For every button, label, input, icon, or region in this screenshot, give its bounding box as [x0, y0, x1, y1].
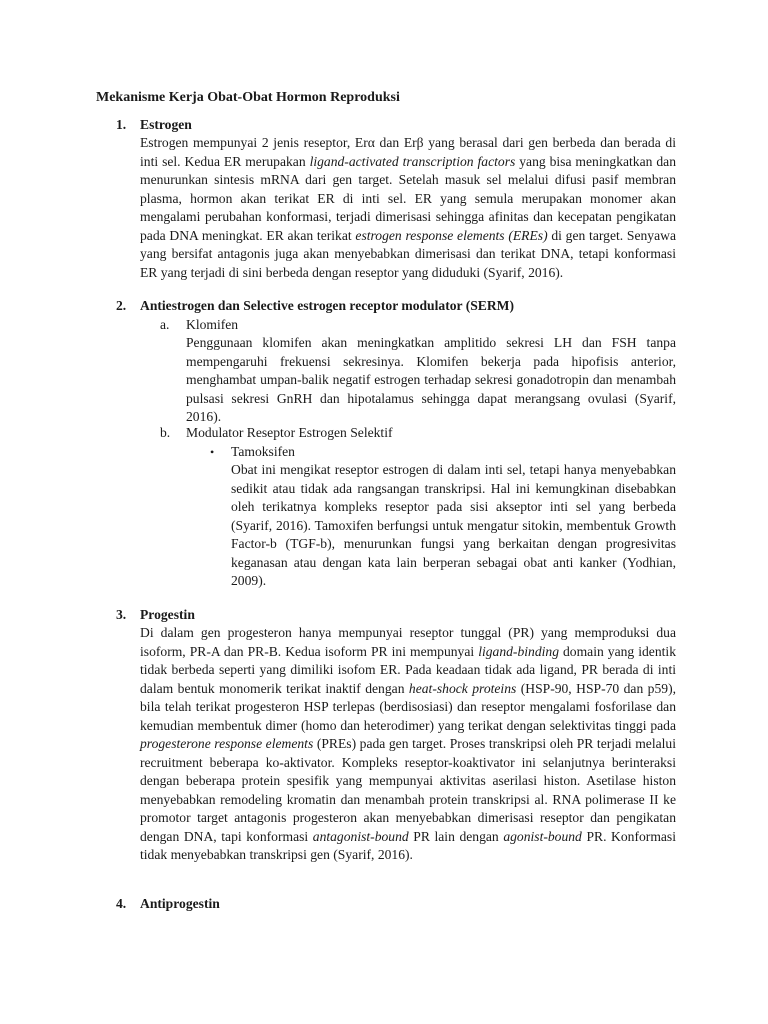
section-3-heading: Progestin — [140, 607, 195, 622]
section-2-number: 2. — [116, 298, 127, 313]
text-run: di gen target. Senyawa yang bersifat antagonis juga akan menyebabkan dimerisasi dan terikat DNA, tetapi konformasi ER yang terjadi di sini berbeda dengan reseptor yang diduduki (Syarif, 2016). — [140, 227, 676, 280]
subsection-b-heading: Modulator Reseptor Estrogen Selektif — [186, 425, 393, 440]
text-run: (HSP-90, HSP-70 dan p59), bila telah terikat progesteron HSP terlepas (berdisosiasi) dan reseptor mengalami fosforilase dan kemudian membentuk dimer (homo dan heterodimer) yang terikat dengan selektivitas tinggi pada — [140, 680, 676, 733]
section-4-number: 4. — [116, 896, 127, 911]
italic-term: estrogen response elements (EREs) — [355, 227, 548, 243]
text-run: yang bisa meningkatkan dan menurunkan sintesis mRNA dari gen target. Setelah masuk sel melalui difusi pasif membran plasma, hormon akan terikat ER di inti sel. ER yang semula merupakan monomer akan mengalami perubahan konformasi, terjadi dimerisasi sehingga afinitas dan kecepatan pengikatan pada DNA meningkat. ER akan terikat — [140, 153, 677, 243]
section-3-number: 3. — [116, 607, 127, 622]
bullet-icon: • — [210, 445, 215, 459]
italic-term: heat-shock proteins — [408, 680, 517, 696]
italic-term: ligand-binding — [478, 643, 559, 659]
bullet-heading: Tamoksifen — [231, 444, 295, 459]
section-1-number: 1. — [116, 117, 127, 132]
text-run: PR lain dengan — [408, 828, 504, 844]
subsection-a-heading: Klomifen — [186, 317, 239, 332]
text-run: (PREs) pada gen target. Proses transkripsi oleh PR terjadi melalui recruitment beberapa ko-aktivator. Kompleks reseptor-koaktivator ini selanjutnya berinteraksi dengan beberapa protein spesifik yang mempunyai aktivitas aserilasi histon. Asetilase histon menyebabkan remodeling kromatin dan menambah protein transkripsi al. RNA polimerase II ke promotor target antagonis progesteron akan menyebabkan dimerisasi reseptor dan pengikatan dengan DNA, tapi konformasi — [140, 736, 676, 844]
section-1-heading: Estrogen — [140, 117, 192, 132]
italic-term: ligand-activated transcription factors — [309, 153, 516, 169]
section-3-paragraph — [140, 624, 676, 865]
text-run: PR. Konformasi tidak menyebabkan transkripsi gen (Syarif, 2016). — [140, 828, 676, 862]
text-run: Estrogen mempunyai 2 jenis reseptor, Erα dan Erβ yang berasal dari gen berbeda dan berada di inti sel. Kedua ER merupakan — [140, 135, 676, 169]
subsection-b-letter: b. — [160, 425, 171, 440]
text-run: Di dalam gen progesteron hanya mempunyai reseptor tunggal (PR) yang memproduksi dua isoform, PR-A dan PR-B. Kedua isoform PR ini mempunyai — [140, 625, 676, 659]
section-2-heading: Antiestrogen dan Selective estrogen receptor modulator (SERM) — [140, 298, 515, 313]
section-4-heading: Antiprogestin — [140, 896, 220, 911]
section-1-paragraph — [140, 134, 676, 282]
italic-term: antagonist-bound — [312, 828, 409, 844]
subsection-a-letter: a. — [160, 317, 170, 332]
italic-term: agonist-bound — [503, 828, 582, 844]
text-run: domain yang identik tidak berbeda seperti yang dimiliki isofom ER. Pada keadaan tidak ada ligand, PR berada di inti dalam bentuk monomerik terikat inaktif dengan — [140, 643, 676, 696]
italic-term: progesterone response elements — [140, 736, 314, 751]
document-title: Mekanisme Kerja Obat-Obat Hormon Reproduksi — [96, 90, 400, 105]
subsection-a-paragraph: Penggunaan klomifen akan meningkatkan amplitido sekresi LH dan FSH tanpa mempengaruhi frekuensi sekresinya. Klomifen bekerja pada hipofisis anterior, menghambat umpan-balik negatif estrogen terhadap sekresi gonadotropin dan menambah pulsasi sekresi GnRH dan hipotalamus sehingga dapat merangsang ovulasi (Syarif, 2016). — [186, 335, 676, 424]
bullet-paragraph: Obat ini mengikat reseptor estrogen di dalam inti sel, tetapi hanya menyebabkan sedikit atau tidak ada rangsangan transkripsi. Hal ini kemungkinan disebabkan oleh terikatnya kompleks reseptor pada sisi akseptor inti sel yang berbeda (Syarif, 2016). Tamoxifen berfungsi untuk mengatur sitokin, membentuk Growth Factor-b (TGF-b), menurunkan fungsi yang berkaitan dengan progresivitas keganasan atau dengan kata lain berperan sebagai obat anti kanker (Yodhian, 2009). — [231, 462, 676, 588]
